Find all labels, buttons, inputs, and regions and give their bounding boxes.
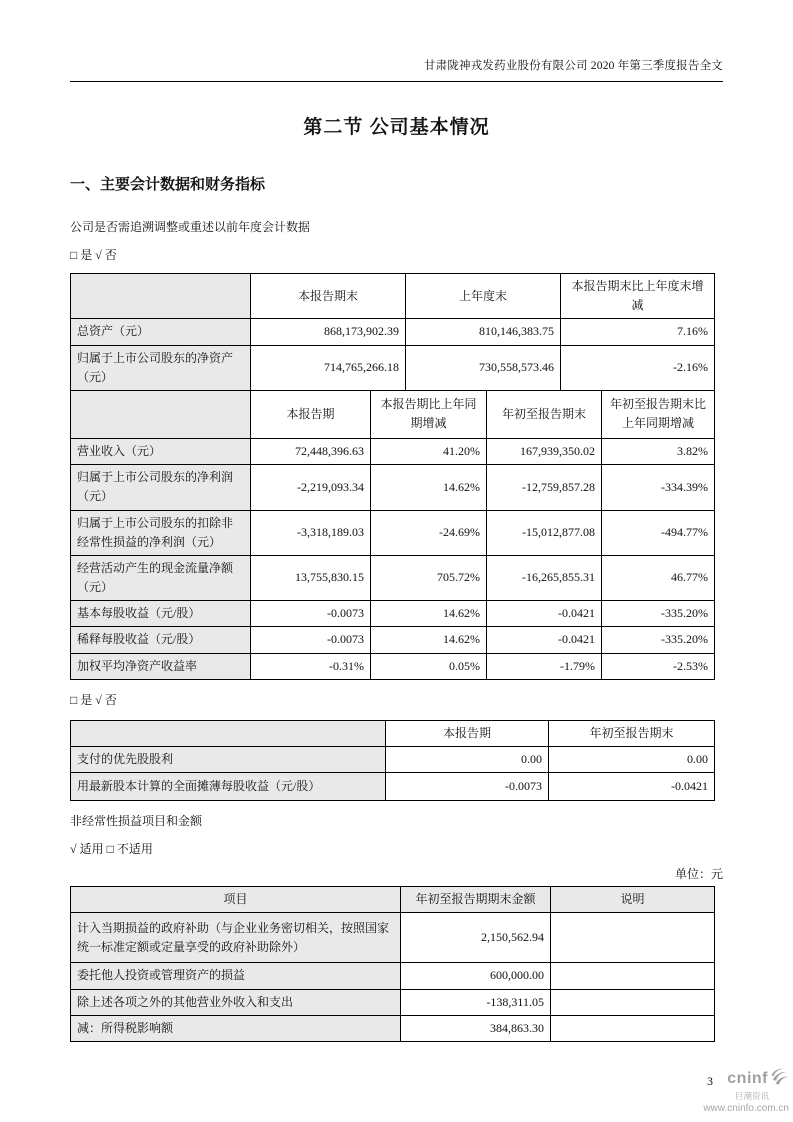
value-cell: 868,173,902.39	[251, 319, 406, 345]
running-header: 甘肃陇神戎发药业股份有限公司 2020 年第三季度报告全文	[70, 0, 723, 82]
value-cell: 0.00	[549, 747, 715, 773]
remark-cell	[551, 989, 715, 1015]
table-row	[71, 555, 715, 600]
value-cell: -15,012,877.08	[487, 510, 602, 555]
value-cell: -0.0421	[487, 601, 602, 627]
header-cell: 本报告期末	[251, 274, 406, 319]
header-cell: 年初至报告期期末金额	[401, 887, 551, 913]
value-cell: -1.79%	[487, 653, 602, 679]
value-cell: -3,318,189.03	[251, 510, 371, 555]
row-label-cell: 归属于上市公司股东的净资产（元）	[71, 345, 251, 390]
row-label-cell: 计入当期损益的政府补助（与企业业务密切相关，按照国家统一标准定额或定量享受的政府补助除外）	[71, 913, 401, 963]
remark-cell	[551, 913, 715, 963]
unit-label: 单位：元	[674, 867, 723, 882]
value-cell: -138,311.05	[401, 989, 551, 1015]
value-cell: 714,765,266.18	[251, 345, 406, 390]
value-cell: 600,000.00	[401, 963, 551, 989]
header-cell: 年初至报告期末比上年同期增减	[602, 390, 715, 438]
value-cell: -2,219,093.34	[251, 465, 371, 510]
value-cell: 167,939,350.02	[487, 438, 602, 464]
header-empty-cell	[71, 720, 386, 746]
table-header-row	[71, 887, 715, 913]
table-row	[71, 627, 715, 653]
cninfo-logo-subtitle: 巨潮资讯	[734, 1090, 769, 1101]
value-cell: -335.20%	[602, 627, 715, 653]
table-row	[71, 319, 715, 345]
value-cell: 46.77%	[602, 555, 715, 600]
value-cell: -0.0421	[549, 773, 715, 801]
table-row	[71, 913, 715, 963]
header-cell: 项目	[71, 887, 401, 913]
table-row	[71, 465, 715, 510]
section-heading-indicators: 一、主要会计数据和财务指标	[70, 176, 266, 193]
page-number: 3	[707, 1073, 713, 1088]
value-cell: -0.0073	[251, 627, 371, 653]
header-cell: 年初至报告期末	[549, 720, 715, 746]
value-cell: 2,150,562.94	[401, 913, 551, 963]
header-empty-cell	[71, 390, 251, 438]
table-row	[71, 1015, 715, 1041]
value-cell: 14.62%	[371, 465, 487, 510]
table-header-row	[71, 390, 715, 438]
value-cell: 730,558,573.46	[406, 345, 561, 390]
row-label-cell: 加权平均净资产收益率	[71, 653, 251, 679]
non-recurring-items-table	[70, 886, 715, 1042]
row-label-cell: 归属于上市公司股东的扣除非经常性损益的净利润（元）	[71, 510, 251, 555]
indicators-table-period	[70, 390, 715, 680]
row-label-cell: 经营活动产生的现金流量净额（元）	[71, 555, 251, 600]
cninfo-swirl-icon	[770, 1067, 789, 1091]
indicators-table-period-end	[70, 273, 715, 391]
value-cell: -0.0073	[251, 601, 371, 627]
value-cell: -24.69%	[371, 510, 487, 555]
second-answer-checkboxes: □ 是 √ 否	[70, 692, 117, 707]
header-cell: 年初至报告期末	[487, 390, 602, 438]
table-row	[71, 963, 715, 989]
value-cell: -0.0421	[487, 627, 602, 653]
value-cell: -0.31%	[251, 653, 371, 679]
value-cell: -2.16%	[561, 345, 715, 390]
cninfo-logo-url: www.cninfo.com.cn	[703, 1103, 789, 1114]
value-cell: 14.62%	[371, 601, 487, 627]
table-row	[71, 510, 715, 555]
header-cell: 本报告期	[386, 720, 549, 746]
table-row	[71, 653, 715, 679]
table-row	[71, 601, 715, 627]
row-label-cell: 基本每股收益（元/股）	[71, 601, 251, 627]
header-cell: 本报告期比上年同期增减	[371, 390, 487, 438]
row-label-cell: 归属于上市公司股东的净利润（元）	[71, 465, 251, 510]
non-recurring-heading: 非经常性损益项目和金额	[70, 814, 203, 829]
header-cell: 本报告期末比上年度末增减	[561, 274, 715, 319]
row-label-cell: 营业收入（元）	[71, 438, 251, 464]
value-cell: -16,265,855.31	[487, 555, 602, 600]
table-row	[71, 345, 715, 390]
cninfo-logo-wordmark: cninf	[727, 1070, 768, 1088]
row-label-cell: 稀释每股收益（元/股）	[71, 627, 251, 653]
cninfo-logo	[703, 1067, 789, 1114]
eps-dividends-table	[70, 720, 715, 801]
remark-cell	[551, 1015, 715, 1041]
row-label-cell: 总资产（元）	[71, 319, 251, 345]
value-cell: -335.20%	[602, 601, 715, 627]
applicable-checkboxes: √ 适用 □ 不适用	[70, 842, 153, 857]
header-cell: 说明	[551, 887, 715, 913]
value-cell: 705.72%	[371, 555, 487, 600]
value-cell: 7.16%	[561, 319, 715, 345]
header-cell: 上年度末	[406, 274, 561, 319]
value-cell: -2.53%	[602, 653, 715, 679]
value-cell: 3.82%	[602, 438, 715, 464]
remark-cell	[551, 963, 715, 989]
table-row	[71, 438, 715, 464]
value-cell: 14.62%	[371, 627, 487, 653]
value-cell: -334.39%	[602, 465, 715, 510]
value-cell: 810,146,383.75	[406, 319, 561, 345]
row-label-cell: 用最新股本计算的全面摊薄每股收益（元/股）	[71, 773, 386, 801]
table-row	[71, 773, 715, 801]
value-cell: 384,863.30	[401, 1015, 551, 1041]
table-row	[71, 989, 715, 1015]
header-empty-cell	[71, 274, 251, 319]
restate-question-text: 公司是否需追溯调整或重述以前年度会计数据	[70, 220, 311, 234]
row-label-cell: 除上述各项之外的其他营业外收入和支出	[71, 989, 401, 1015]
value-cell: 0.05%	[371, 653, 487, 679]
row-label-cell: 减：所得税影响额	[71, 1015, 401, 1041]
row-label-cell: 支付的优先股股利	[71, 747, 386, 773]
value-cell: 0.00	[386, 747, 549, 773]
value-cell: 72,448,396.63	[251, 438, 371, 464]
row-label-cell: 委托他人投资或管理资产的损益	[71, 963, 401, 989]
page-title: 第二节 公司基本情况	[303, 117, 490, 138]
table-header-row	[71, 274, 715, 319]
value-cell: 13,755,830.15	[251, 555, 371, 600]
value-cell: 41.20%	[371, 438, 487, 464]
header-cell: 本报告期	[251, 390, 371, 438]
restate-answer-checkboxes: □ 是 √ 否	[70, 248, 117, 262]
value-cell: -494.77%	[602, 510, 715, 555]
table-header-row	[71, 720, 715, 746]
table-row	[71, 747, 715, 773]
value-cell: -12,759,857.28	[487, 465, 602, 510]
value-cell: -0.0073	[386, 773, 549, 801]
